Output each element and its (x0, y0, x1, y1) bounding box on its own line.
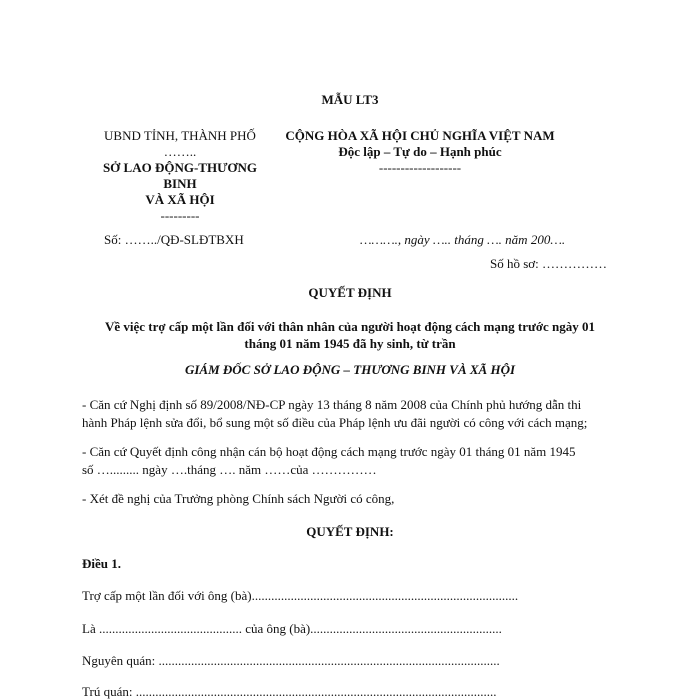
header-left-line2: …….. (163, 144, 197, 159)
decision-subject-line2: tháng 01 năm 1945 đã hy sinh, từ trần (244, 336, 456, 351)
national-title: CỘNG HÒA XÃ HỘI CHỦ NGHĨA VIỆT NAM (285, 128, 555, 143)
legal-basis-2-line2: số …......... ngày ….tháng …. năm ……của …………… (82, 462, 377, 477)
header-right (270, 128, 570, 176)
header-left-line5: VÀ XÃ HỘI (145, 192, 215, 207)
header-left-line3: SỞ LAO ĐỘNG-THƯƠNG (102, 160, 258, 175)
decision-subject-line1: Về việc trợ cấp một lần đối với thân nhân của người hoạt động cách mạng trước ngày 01 (104, 319, 596, 334)
national-motto: Độc lập – Tự do – Hạnh phúc (338, 144, 502, 159)
form-code: MẪU LT3 (321, 92, 379, 107)
decision-title-2: QUYẾT ĐỊNH: (306, 524, 394, 539)
header-left-line1: UBND TỈNH, THÀNH PHỐ (104, 128, 256, 143)
legal-basis-2-line1: - Căn cứ Quyết định công nhận cán bộ hoạt động cách mạng trước ngày 01 tháng 01 năm 1945 (82, 444, 576, 459)
legal-basis-1-line1: - Căn cứ Nghị định số 89/2008/NĐ-CP ngày 13 tháng 8 năm 2008 của Chính phủ hướng dẫn thi (82, 397, 582, 412)
decision-subject (0, 318, 700, 352)
decision-title: QUYẾT ĐỊNH (308, 285, 392, 300)
document-date: ………., ngày ….. tháng …. năm 200…. (360, 232, 566, 247)
dossier-number: Số hồ sơ: …………… (490, 256, 608, 271)
header-left-line4: BINH (163, 176, 197, 191)
legal-basis-3: - Xét đề nghị của Trưởng phòng Chính sách Người có công, (82, 491, 395, 506)
field-recipient: Trợ cấp một lần đối với ông (bà).................................................................................. (82, 588, 519, 603)
legal-basis-1 (82, 396, 622, 432)
legal-basis-1-line2: hành Pháp lệnh sửa đổi, bổ sung một số điều của Pháp lệnh ưu đãi người có công với cách mạng; (82, 415, 588, 430)
field-hometown: Nguyên quán: ......................................................................................................... (82, 653, 500, 668)
field-relationship: Là ............................................ của ông (bà)........................................................... (82, 621, 502, 636)
header-left-line6: --------- (160, 208, 200, 223)
legal-basis-2 (82, 443, 622, 479)
field-residence: Trú quán: ............................................................................................................... (82, 684, 497, 699)
header-left (80, 128, 280, 224)
document-number: Số: ……../QĐ-SLĐTBXH (104, 232, 244, 247)
article-1-heading: Điều 1. (82, 556, 121, 571)
header-right-divider: ------------------- (378, 160, 462, 175)
authority-heading: GIÁM ĐỐC SỞ LAO ĐỘNG – THƯƠNG BINH VÀ XÃ HỘI (184, 362, 516, 377)
